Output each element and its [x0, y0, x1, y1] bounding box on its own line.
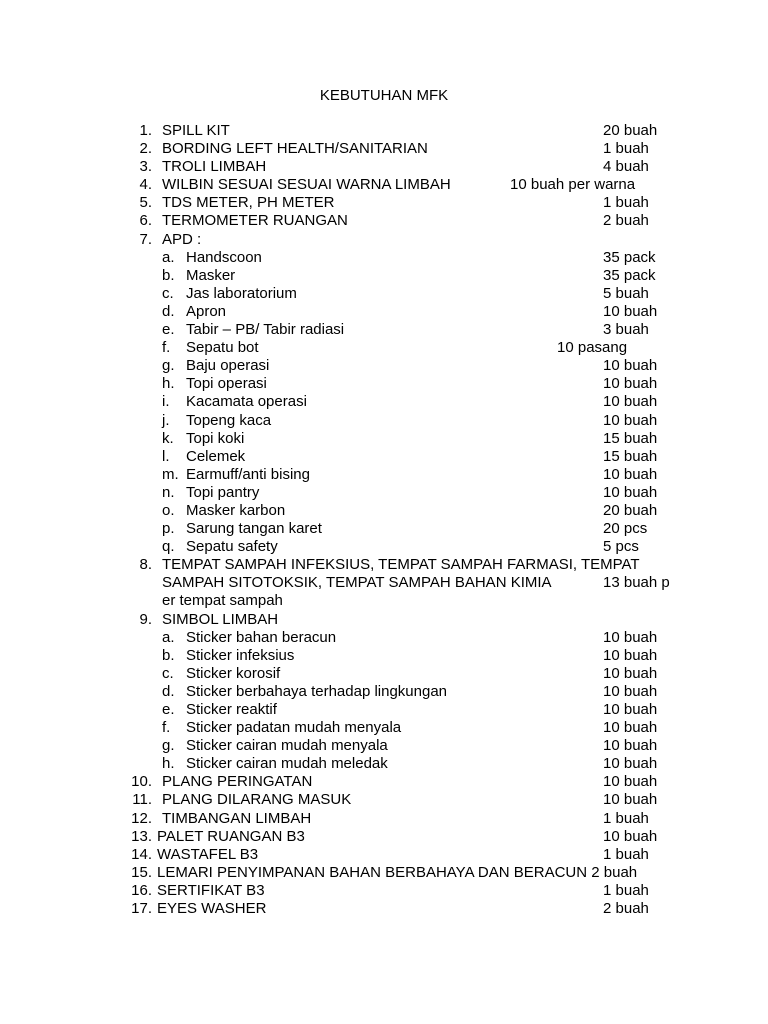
sub-item-label: Sepatu safety [186, 538, 278, 556]
sub-list-item [0, 285, 768, 303]
item-label: TIMBANGAN LIMBAH [162, 809, 312, 827]
item-quantity: 10 buah per warna [510, 176, 636, 194]
item-label: TERMOMETER RUANGAN [162, 212, 348, 230]
list-item-continuation [0, 574, 768, 592]
sub-item-quantity: 15 buah [603, 429, 658, 447]
sub-item-quantity: 20 buah [603, 501, 658, 519]
sub-item-quantity: 10 pasang [557, 339, 628, 357]
sub-item-quantity: 10 buah [603, 302, 658, 320]
item-label: BORDING LEFT HEALTH/SANITARIAN [162, 140, 428, 158]
sub-item-quantity: 10 buah [603, 393, 658, 411]
sub-item-letter: p. [162, 520, 175, 538]
sub-list-item [0, 629, 768, 647]
sub-item-letter: a. [162, 628, 175, 646]
list-item [0, 791, 768, 809]
item-label: PLANG PERINGATAN [162, 773, 313, 791]
sub-list-item [0, 755, 768, 773]
sub-item-quantity: 5 pcs [603, 538, 639, 556]
sub-item-label: Masker karbon [186, 501, 286, 519]
item-number: 9. [139, 610, 152, 628]
item-label: PLANG DILARANG MASUK [162, 791, 352, 809]
sub-item-letter: a. [162, 248, 175, 266]
item-label: SPILL KIT [162, 122, 230, 139]
list-item [0, 556, 768, 574]
sub-item-label: Jas laboratorium [186, 284, 297, 302]
sub-item-label: Handscoon [186, 248, 262, 266]
sub-item-letter: q. [162, 538, 175, 556]
item-quantity: 1 buah [603, 809, 649, 827]
item-label-line-2: SAMPAH SITOTOKSIK, TEMPAT SAMPAH BAHAN KIMIA [162, 574, 552, 592]
sub-item-letter: m. [162, 465, 179, 483]
sub-item-label: Topi pantry [186, 483, 260, 501]
sub-item-quantity: 10 buah [603, 465, 658, 483]
needs-list [0, 122, 768, 918]
sub-item-label: Celemek [186, 447, 246, 465]
item-number: 13. [131, 827, 152, 845]
item-label: APD : [162, 230, 202, 248]
item-label: WASTAFEL B3 [157, 845, 259, 863]
item-label-line-1: TEMPAT SAMPAH INFEKSIUS, TEMPAT SAMPAH FARMASI, TEMPAT [162, 556, 640, 574]
item-number: 6. [139, 212, 152, 230]
item-label: SERTIFIKAT B3 [157, 881, 265, 899]
sub-list-item [0, 647, 768, 665]
item-label: SIMBOL LIMBAH [162, 610, 279, 628]
list-item [0, 176, 768, 194]
sub-list-item [0, 267, 768, 285]
sub-list-item [0, 430, 768, 448]
sub-item-label: Sticker infeksius [186, 646, 295, 664]
item-label: LEMARI PENYIMPANAN BAHAN BERBAHAYA DAN BERACUN 2 buah [157, 863, 638, 881]
item-number: 8. [139, 556, 152, 574]
sub-item-label: Sticker bahan beracun [186, 628, 337, 646]
sub-item-quantity: 10 buah [603, 646, 658, 664]
item-quantity: 1 buah [603, 881, 649, 899]
list-item [0, 194, 768, 212]
sub-list-item [0, 665, 768, 683]
sub-list-item [0, 737, 768, 755]
sub-item-quantity: 15 buah [603, 447, 658, 465]
item-quantity: 4 buah [603, 158, 649, 176]
sub-item-letter: e. [162, 701, 175, 718]
list-item [0, 140, 768, 158]
sub-item-label: Apron [186, 302, 227, 320]
item-number: 14. [131, 845, 152, 863]
sub-item-quantity: 10 buah [603, 682, 658, 700]
sub-item-letter: f. [162, 719, 171, 737]
sub-list-item [0, 339, 768, 357]
list-item [0, 611, 768, 629]
sub-item-quantity: 35 pack [603, 248, 656, 266]
sub-item-label: Sticker cairan mudah meledak [186, 755, 388, 773]
sub-item-label: Topi koki [186, 429, 245, 447]
sub-list-item [0, 393, 768, 411]
item-label: EYES WASHER [157, 900, 267, 918]
item-number: 16. [131, 881, 152, 899]
list-item [0, 828, 768, 846]
item-quantity: 20 buah [603, 122, 658, 139]
sub-item-quantity: 10 buah [603, 628, 658, 646]
item-number: 15. [131, 863, 152, 881]
item-quantity: 2 buah [603, 900, 649, 918]
sub-list-item [0, 412, 768, 430]
sub-list-item [0, 719, 768, 737]
item-number: 4. [139, 176, 152, 194]
sub-item-letter: k. [162, 429, 174, 447]
item-quantity: 1 buah [603, 194, 649, 212]
sub-list-item [0, 502, 768, 520]
item-quantity: 13 buah p [603, 574, 670, 592]
sub-item-letter: f. [162, 339, 171, 357]
item-quantity: 1 buah [603, 845, 649, 863]
list-item [0, 882, 768, 900]
page-title: KEBUTUHAN MFK [319, 87, 449, 104]
sub-list-item [0, 303, 768, 321]
sub-item-quantity: 10 buah [603, 357, 658, 375]
list-item [0, 158, 768, 176]
item-quantity: 1 buah [603, 140, 649, 158]
item-number: 17. [131, 900, 152, 918]
sub-item-letter: g. [162, 737, 175, 755]
sub-list-item [0, 321, 768, 339]
sub-item-letter: e. [162, 321, 175, 339]
item-label: WILBIN SESUAI SESUAI WARNA LIMBAH [162, 176, 451, 194]
item-label: TDS METER, PH METER [162, 194, 335, 212]
list-item [0, 810, 768, 828]
sub-list-item [0, 484, 768, 502]
list-item [0, 900, 768, 918]
sub-item-label: Masker [186, 266, 236, 284]
sub-list-item [0, 375, 768, 393]
sub-item-quantity: 10 buah [603, 701, 658, 718]
sub-item-label: Topi operasi [186, 375, 267, 393]
sub-item-label: Sarung tangan karet [186, 520, 322, 538]
sub-item-quantity: 10 buah [603, 375, 658, 393]
sub-item-quantity: 10 buah [603, 411, 658, 429]
sub-item-letter: g. [162, 357, 175, 375]
item-number: 7. [139, 230, 152, 248]
sub-item-quantity: 10 buah [603, 755, 658, 773]
sub-item-letter: n. [162, 483, 175, 501]
sub-item-letter: h. [162, 375, 175, 393]
item-quantity: 10 buah [603, 773, 658, 791]
item-number: 2. [139, 140, 152, 158]
sub-item-letter: j. [162, 411, 170, 429]
sub-item-quantity: 5 buah [603, 284, 649, 302]
list-item [0, 231, 768, 249]
sub-item-letter: l. [162, 447, 170, 465]
sub-item-quantity: 10 buah [603, 719, 658, 737]
list-item [0, 212, 768, 230]
item-number: 12. [131, 809, 152, 827]
list-item-continuation [0, 592, 768, 610]
sub-item-label: Kacamata operasi [186, 393, 307, 411]
sub-item-letter: b. [162, 266, 175, 284]
sub-item-label: Sepatu bot [186, 339, 259, 357]
sub-item-letter: o. [162, 501, 175, 519]
item-number: 10. [131, 773, 152, 791]
sub-list-item [0, 249, 768, 267]
sub-item-label: Earmuff/anti bising [186, 465, 310, 483]
sub-item-label: Baju operasi [186, 357, 270, 375]
sub-item-label: Sticker padatan mudah menyala [186, 719, 402, 737]
sub-item-label: Tabir – PB/ Tabir radiasi [186, 321, 345, 339]
item-quantity: 2 buah [603, 212, 649, 230]
sub-item-quantity: 20 pcs [603, 520, 648, 538]
sub-item-letter: d. [162, 302, 175, 320]
sub-item-label: Sticker reaktif [186, 701, 277, 718]
sub-item-label: Topeng kaca [186, 411, 272, 429]
item-number: 1. [139, 122, 152, 139]
item-label-line-3: er tempat sampah [162, 592, 283, 610]
sub-list-item [0, 538, 768, 556]
sub-item-letter: h. [162, 755, 175, 773]
sub-item-quantity: 10 buah [603, 664, 658, 682]
sub-item-quantity: 3 buah [603, 321, 649, 339]
sub-item-label: Sticker korosif [186, 664, 281, 682]
item-label: PALET RUANGAN B3 [157, 827, 305, 845]
item-number: 11. [132, 791, 152, 809]
sub-list-item [0, 520, 768, 538]
sub-item-label: Sticker cairan mudah menyala [186, 737, 388, 755]
sub-item-letter: c. [162, 664, 174, 682]
list-item [0, 122, 768, 140]
sub-item-letter: d. [162, 682, 175, 700]
sub-list-item [0, 357, 768, 375]
sub-item-quantity: 10 buah [603, 483, 658, 501]
sub-item-label: Sticker berbahaya terhadap lingkungan [186, 682, 448, 700]
list-item [0, 846, 768, 864]
list-item [0, 864, 768, 882]
sub-list-item [0, 448, 768, 466]
sub-item-letter: b. [162, 646, 175, 664]
item-quantity: 10 buah [603, 827, 658, 845]
sub-list-item [0, 683, 768, 701]
sub-item-quantity: 10 buah [603, 737, 658, 755]
item-number: 5. [139, 194, 152, 212]
sub-item-letter: i. [162, 393, 170, 411]
sub-item-quantity: 35 pack [603, 266, 656, 284]
sub-list-item [0, 701, 768, 719]
item-quantity: 10 buah [603, 791, 658, 809]
list-item [0, 773, 768, 791]
item-number: 3. [139, 158, 152, 176]
item-label: TROLI LIMBAH [162, 158, 267, 176]
sub-item-letter: c. [162, 284, 174, 302]
sub-list-item [0, 466, 768, 484]
